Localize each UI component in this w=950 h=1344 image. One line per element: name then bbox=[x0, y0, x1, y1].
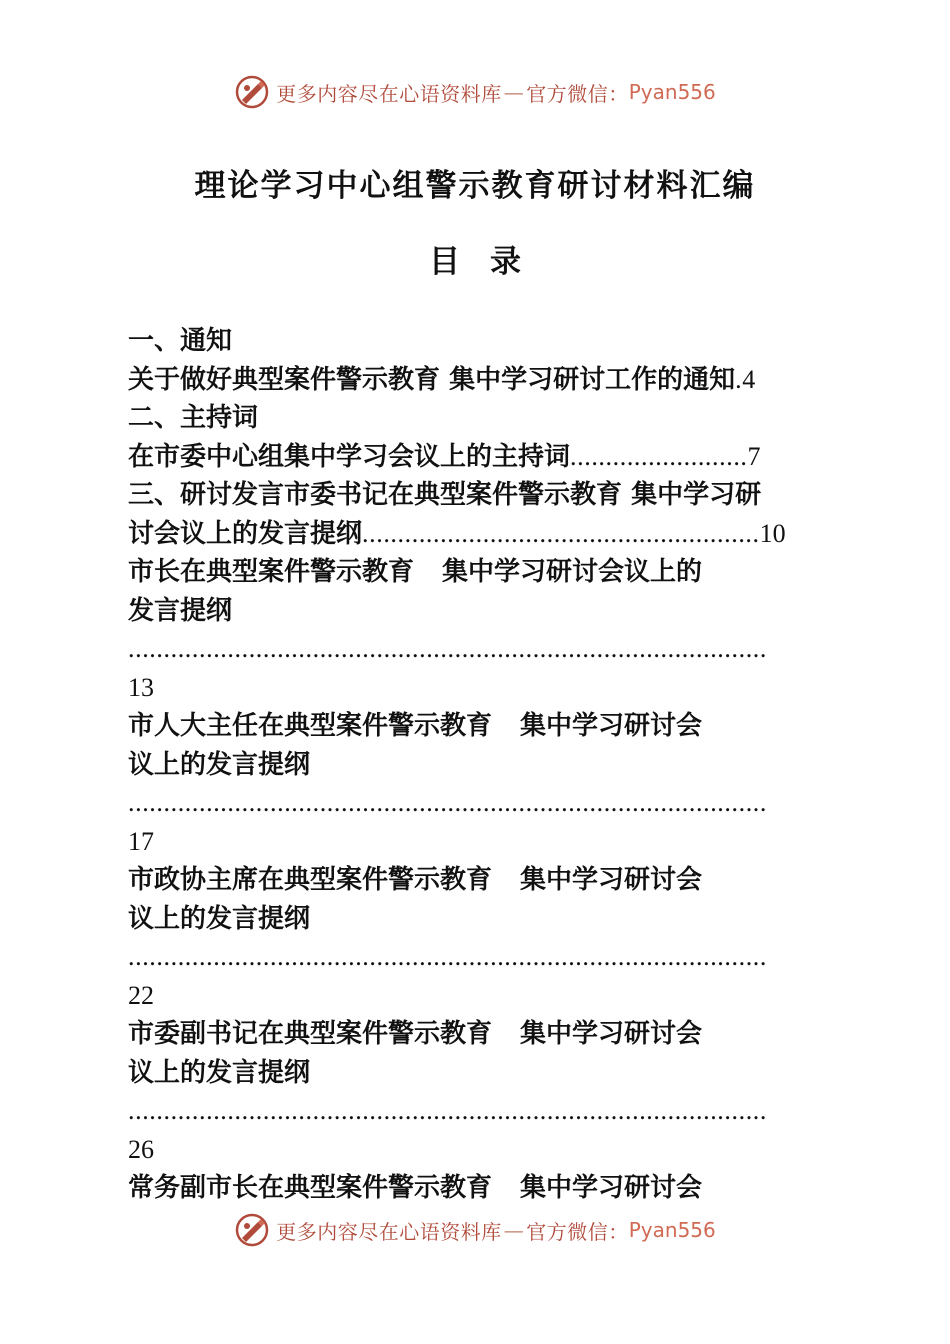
toc-entry-party-secretary[interactable]: 讨会议上的发言提纲........................................................10 bbox=[128, 518, 786, 549]
logo-icon bbox=[234, 1212, 270, 1248]
watermark-text: 更多内容尽在心语资料库 bbox=[276, 81, 502, 106]
toc-section-host-speech: 二、主持词 bbox=[128, 403, 259, 433]
page-number: 22 bbox=[128, 980, 154, 1010]
toc-section-notice: 一、通知 bbox=[128, 326, 233, 356]
toc-entry-executive-vice-mayor[interactable]: 常务副市长在典型案件警示教育 集中学习研讨会 bbox=[128, 1173, 703, 1203]
watermark-separator: — bbox=[503, 80, 525, 104]
toc-entry-npc-director[interactable]: 市人大主任在典型案件警示教育 集中学习研讨会 bbox=[128, 711, 703, 741]
page-number: 26 bbox=[128, 1134, 154, 1164]
toc-section-discussion[interactable]: 三、研讨发言市委书记在典型案件警示教育 集中学习研 bbox=[128, 480, 762, 510]
page-number: 13 bbox=[128, 672, 154, 702]
toc-heading: 目录 bbox=[429, 244, 551, 280]
toc-leader: .......................................................................................... bbox=[128, 788, 767, 817]
watermark-banner-top bbox=[0, 72, 950, 112]
table-of-contents: 一、通知 关于做好典型案件警示教育 集中学习研讨工作的通知.4 二、主持词 在市委中心组集中学习会议上的主持词.........................7 三、研讨发言市委书记在典型案件警示教育 集中学习研 讨会议上的发言提纲........................................................10 市长在典型案件警示教育 集中学习研讨会议上的 发言提纲 .......................................................................................... 13 市人大主任在典型案件警示教育 集中学习研讨会 议上的发言提纲 .......................................................................................... 17 市政协主席在典型案件警示教育 集中学习研讨会 议上的发言提纲 .......................................................................................... 22 市委副书记在典型案件警示教育 集中学习研讨会 议上的发言提纲 .......................................................................................... 26 常务副市长在典型案件警示教育 集中学习研讨会 bbox=[128, 322, 828, 1208]
toc-leader: .......................................................................................... bbox=[128, 942, 767, 971]
watermark-wechat-label: 官方微信： bbox=[526, 1219, 629, 1244]
toc-leader: .......................................................................................... bbox=[128, 634, 767, 663]
toc-entry-notice[interactable]: 关于做好典型案件警示教育 集中学习研讨工作的通知.4 bbox=[128, 364, 756, 395]
toc-entry-host-speech[interactable]: 在市委中心组集中学习会议上的主持词.........................7 bbox=[128, 441, 761, 472]
toc-entry-cppcc-chairman[interactable]: 市政协主席在典型案件警示教育 集中学习研讨会 bbox=[128, 865, 703, 895]
toc-leader: .......................................................................................... bbox=[128, 1096, 767, 1125]
watermark-banner-bottom bbox=[0, 1210, 950, 1250]
toc-entry-deputy-secretary[interactable]: 市委副书记在典型案件警示教育 集中学习研讨会 bbox=[128, 1019, 703, 1049]
watermark-wechat-id: Pyan556 bbox=[628, 80, 716, 104]
watermark-separator: — bbox=[503, 1218, 525, 1242]
logo-icon bbox=[234, 74, 270, 110]
watermark-wechat-label: 官方微信： bbox=[526, 81, 629, 106]
watermark-wechat-id: Pyan556 bbox=[628, 1218, 716, 1242]
page-number: 17 bbox=[128, 826, 154, 856]
page-number: 10 bbox=[759, 518, 786, 548]
toc-entry-mayor[interactable]: 市长在典型案件警示教育 集中学习研讨会议上的 bbox=[128, 557, 703, 587]
page-number: 4 bbox=[742, 364, 756, 394]
page-number: 7 bbox=[747, 441, 761, 471]
document-title: 理论学习中心组警示教育研讨材料汇编 bbox=[194, 168, 756, 204]
watermark-text: 更多内容尽在心语资料库 bbox=[276, 1219, 502, 1244]
